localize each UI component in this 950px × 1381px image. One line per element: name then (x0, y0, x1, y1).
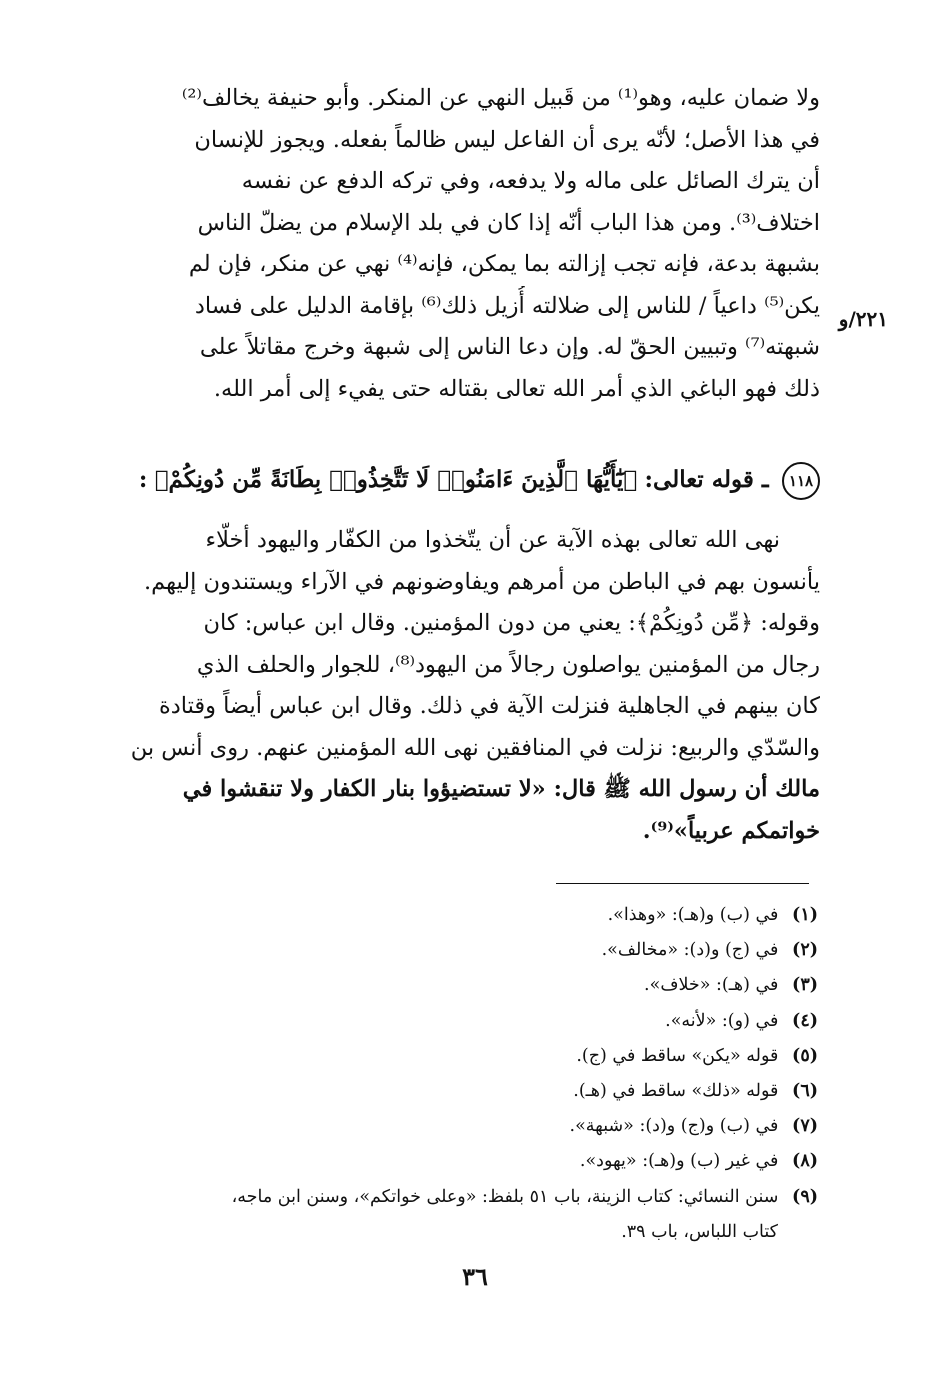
text-line: بشبهة بدعة، فإنه تجب إزالته بما يمكن، فإنه⁽⁴⁾ نهي عن منكر، فإن لم (188, 251, 820, 277)
hadith-line: خواتمكم عربياً»⁽⁹⁾. (642, 817, 820, 844)
footnote-number: (١) (792, 905, 818, 925)
footnote-text: سنن النسائي: كتاب الزينة، باب ٥١ بلفظ: «وعلى خواتكم»، وسنن ابن ماجه، (231, 1186, 779, 1207)
heading-suffix: : (138, 466, 148, 493)
text-line: أن يترك الصائل على ماله ولا يدفعه، وفي تركه الدفع عن نفسه (241, 168, 820, 194)
footnote-number: (٢) (792, 940, 818, 961)
footnote-number: (٣) (792, 975, 818, 996)
footnote-text: في (ب) و(هـ): «وهذا». (607, 905, 779, 925)
footnote-number: (٥) (792, 1045, 818, 1066)
footnote-text: في (ب) و(ج) و(د): «شبهة». (569, 1116, 779, 1137)
text-line: في هذا الأصل؛ لأنّه يرى أن الفاعل ليس ظالماً بفعله. ويجوز للإنسان (194, 126, 820, 153)
page-number: ٣٦ (462, 1262, 488, 1291)
footnote-text: في غير (ب) و(هـ): «يهود». (579, 1151, 779, 1172)
text-line: شبهته⁽⁷⁾ وتبيين الحقّ له. وإن دعا الناس إلى شبهة وخرج مقاتلاً على (199, 334, 820, 360)
text-line: يكن⁽⁵⁾ داعياً / للناس إلى ضلالته أُزيل ذلك⁽⁶⁾ بإقامة الدليل على فساد (194, 292, 820, 319)
footnote-text: قوله «ذلك» ساقط في (هـ). (573, 1081, 779, 1102)
manuscript-folio-marker: ٢٢١/و (838, 307, 888, 331)
paragraph-1 (58, 78, 820, 410)
footnote-text: في (و): «لأنه». (665, 1010, 779, 1031)
footnote-item (58, 1039, 818, 1074)
footnote-number: (٩) (792, 1186, 818, 1207)
footnote-item (58, 968, 818, 1003)
text-line: ولا ضمان عليه، وهو⁽¹⁾ من قَبيل النهي عن المنكر. وأبو حنيفة يخالف⁽²⁾ (181, 85, 820, 111)
text-line: اختلاف⁽³⁾. ومن هذا الباب أنّه إذا كان في بلد الإسلام من يضلّ الناس (197, 209, 820, 236)
text-line: نهى الله تعالى بهذه الآية عن أن يتّخذوا من الكفّار واليهود أخلّاء (205, 527, 780, 553)
footnote-item (58, 1004, 818, 1039)
verse-heading (58, 458, 820, 502)
footnote-text: في (ج) و(د): «مخالف». (601, 940, 779, 961)
verse-number-badge: ١١٨ (782, 462, 820, 500)
paragraph-2 (58, 520, 820, 852)
hadith-line: مالك أن رسول الله ﷺ قال: «لا تستضيؤوا بنار الكفار ولا تنقشوا في (182, 776, 820, 802)
footnote-continuation: كتاب اللباس، باب ٣٩. (621, 1221, 778, 1242)
footnote-item (58, 1074, 818, 1109)
heading-prefix: ـ قوله تعالى: (644, 466, 769, 493)
footnote-item (58, 898, 818, 933)
footnote-item (58, 1109, 818, 1144)
footnote-number: (٤) (792, 1010, 818, 1031)
footnote-item (58, 1180, 818, 1215)
text-line: رجال من المؤمنين يواصلون رجالاً من اليهود⁽⁸⁾، للجوار والحلف الذي (196, 651, 820, 678)
footnote-number: (٨) (792, 1151, 818, 1172)
footnote-number: (٧) (792, 1116, 818, 1137)
footnote-item (58, 933, 818, 968)
text-line: وقوله: ﴿مِّن دُونِكُمْ﴾: يعني من دون المؤمنين. وقال ابن عباس: كان (203, 610, 820, 636)
text-line: كان بينهم في الجاهلية فنزلت الآية في ذلك. وقال ابن عباس أيضاً وقتادة (158, 693, 820, 719)
quran-verse: ﴿يَٰٓأَيُّهَا ٱلَّذِينَ ءَامَنُوا۟ لَا تَتَّخِذُوا۟ بِطَانَةً مِّن دُونِكُمْ﴾ (154, 466, 638, 493)
footnote-item (58, 1144, 818, 1179)
footnote-text: قوله «يكن» ساقط في (ج). (576, 1045, 779, 1066)
footnote-separator (556, 883, 809, 884)
footnote-text: في (هـ): «خلاف». (644, 975, 779, 996)
footnotes (58, 898, 818, 1250)
text-line: يأنسون بهم في الباطن من أمرهم ويفاوضونهم في الآراء ويستندون إليهم. (144, 568, 820, 595)
text-line: والسّدّي والربيع: نزلت في المنافقين نهى الله المؤمنين عنهم. روى أنس بن (130, 734, 820, 761)
footnote-number: (٦) (792, 1081, 818, 1102)
text-line: ذلك فهو الباغي الذي أمر الله تعالى بقتاله حتى يفيء إلى أمر الله. (213, 375, 820, 402)
